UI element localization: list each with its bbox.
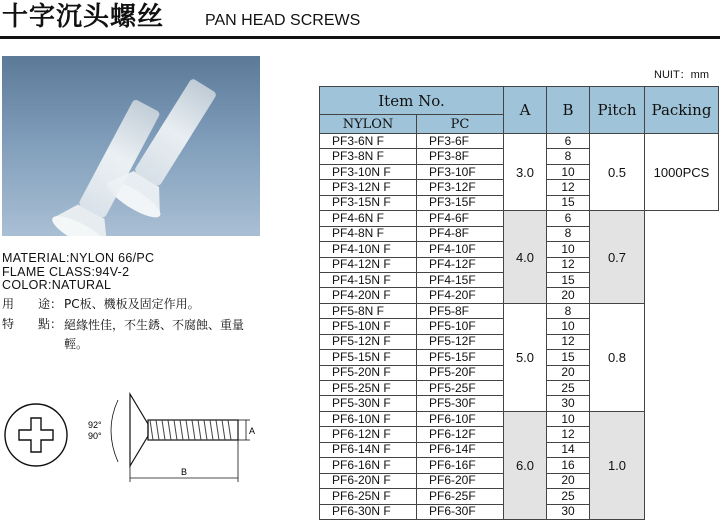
length-b-cell: 8 bbox=[547, 149, 590, 164]
nylon-code-cell: PF6-12N F bbox=[320, 427, 417, 442]
diameter-a-cell: 3.0 bbox=[504, 134, 547, 211]
product-photo bbox=[2, 56, 260, 236]
length-b-cell: 6 bbox=[547, 134, 590, 149]
dimension-a-label: A bbox=[249, 426, 256, 436]
pc-code-cell: PF4-8F bbox=[417, 226, 504, 241]
header-rule bbox=[0, 36, 720, 39]
nylon-code-cell: PF5-25N F bbox=[320, 381, 417, 396]
header-a: A bbox=[504, 87, 547, 134]
pc-code-cell: PF4-15F bbox=[417, 272, 504, 287]
pc-code-cell: PF4-20F bbox=[417, 288, 504, 303]
length-b-cell: 15 bbox=[547, 350, 590, 365]
pc-code-cell: PF6-12F bbox=[417, 427, 504, 442]
material-text: MATERIAL:NYLON 66/PC bbox=[2, 251, 155, 265]
features-line bbox=[2, 316, 268, 354]
nylon-code-cell: PF3-8N F bbox=[320, 149, 417, 164]
nylon-code-cell: PF5-20N F bbox=[320, 365, 417, 380]
nylon-code-cell: PF6-25N F bbox=[320, 489, 417, 504]
pitch-cell: 1.0 bbox=[590, 411, 645, 519]
pc-code-cell: PF3-6F bbox=[417, 134, 504, 149]
nylon-code-cell: PF4-20N F bbox=[320, 288, 417, 303]
table-row bbox=[320, 411, 719, 426]
flame-class-text: FLAME CLASS:94V-2 bbox=[2, 264, 130, 279]
angle-label-2: 90° bbox=[88, 431, 102, 441]
length-b-cell: 30 bbox=[547, 504, 590, 519]
length-b-cell: 20 bbox=[547, 473, 590, 488]
header-pc: PC bbox=[417, 115, 504, 134]
diameter-a-cell: 5.0 bbox=[504, 303, 547, 411]
color-text: COLOR:NATURAL bbox=[2, 278, 112, 292]
pc-code-cell: PF3-15F bbox=[417, 195, 504, 210]
header-pitch: Pitch bbox=[590, 87, 645, 134]
pc-code-cell: PF5-8F bbox=[417, 303, 504, 318]
nylon-code-cell: PF4-15N F bbox=[320, 272, 417, 287]
header-item-no: Item No. bbox=[320, 87, 504, 115]
header-nylon: NYLON bbox=[320, 115, 417, 134]
nylon-code-cell: PF5-15N F bbox=[320, 350, 417, 365]
pitch-cell: 0.5 bbox=[590, 134, 645, 211]
pc-code-cell: PF5-12F bbox=[417, 334, 504, 349]
nylon-code-cell: PF5-12N F bbox=[320, 334, 417, 349]
diameter-a-cell: 4.0 bbox=[504, 211, 547, 304]
nylon-code-cell: PF3-12N F bbox=[320, 180, 417, 195]
length-b-cell: 10 bbox=[547, 164, 590, 179]
pc-code-cell: PF6-10F bbox=[417, 411, 504, 426]
pc-code-cell: PF6-16F bbox=[417, 458, 504, 473]
technical-drawing bbox=[0, 378, 300, 526]
length-b-cell: 16 bbox=[547, 458, 590, 473]
pc-code-cell: PF6-14F bbox=[417, 442, 504, 457]
pc-code-cell: PF4-12F bbox=[417, 257, 504, 272]
usage-label: 用 途： bbox=[2, 297, 63, 311]
header-b: B bbox=[547, 87, 590, 134]
nylon-code-cell: PF3-15N F bbox=[320, 195, 417, 210]
length-b-cell: 12 bbox=[547, 334, 590, 349]
dimension-b-label: B bbox=[181, 467, 188, 477]
usage-text: PC板、機板及固定作用。 bbox=[64, 297, 200, 311]
angle-label-1: 92° bbox=[88, 420, 102, 430]
length-b-cell: 25 bbox=[547, 381, 590, 396]
head-top-view bbox=[5, 404, 67, 466]
pc-code-cell: PF6-20F bbox=[417, 473, 504, 488]
nylon-code-cell: PF5-30N F bbox=[320, 396, 417, 411]
packing-cell: 1000PCS bbox=[645, 134, 719, 211]
length-b-cell: 20 bbox=[547, 365, 590, 380]
length-b-cell: 30 bbox=[547, 396, 590, 411]
pc-code-cell: PF5-25F bbox=[417, 381, 504, 396]
page-title-en: PAN HEAD SCREWS bbox=[205, 12, 361, 29]
usage-line bbox=[2, 296, 272, 313]
features-text: 絕緣性佳，不生銹、不腐蝕、重量輕。 bbox=[64, 318, 245, 351]
pitch-cell: 0.8 bbox=[590, 303, 645, 411]
pitch-cell: 0.7 bbox=[590, 211, 645, 304]
features-label: 特 點： bbox=[2, 317, 63, 331]
length-b-cell: 12 bbox=[547, 427, 590, 442]
page-title-cn: 十字沉头螺丝 bbox=[2, 2, 165, 32]
nylon-code-cell: PF6-16N F bbox=[320, 458, 417, 473]
nylon-code-cell: PF4-8N F bbox=[320, 226, 417, 241]
pc-code-cell: PF3-8F bbox=[417, 149, 504, 164]
length-b-cell: 10 bbox=[547, 242, 590, 257]
specs-block bbox=[2, 252, 154, 293]
nylon-code-cell: PF5-10N F bbox=[320, 319, 417, 334]
nylon-code-cell: PF4-10N F bbox=[320, 242, 417, 257]
nylon-code-cell: PF3-10N F bbox=[320, 164, 417, 179]
nylon-code-cell: PF6-20N F bbox=[320, 473, 417, 488]
nylon-code-cell: PF3-6N F bbox=[320, 134, 417, 149]
length-b-cell: 20 bbox=[547, 288, 590, 303]
length-b-cell: 14 bbox=[547, 442, 590, 457]
length-b-cell: 8 bbox=[547, 226, 590, 241]
pc-code-cell: PF3-10F bbox=[417, 164, 504, 179]
length-b-cell: 6 bbox=[547, 211, 590, 226]
pc-code-cell: PF6-30F bbox=[417, 504, 504, 519]
diameter-a-cell: 6.0 bbox=[504, 411, 547, 519]
pc-code-cell: PF5-15F bbox=[417, 350, 504, 365]
pc-code-cell: PF3-12F bbox=[417, 180, 504, 195]
table-row bbox=[320, 134, 719, 149]
nylon-code-cell: PF4-6N F bbox=[320, 211, 417, 226]
length-b-cell: 10 bbox=[547, 411, 590, 426]
length-b-cell: 15 bbox=[547, 195, 590, 210]
length-b-cell: 25 bbox=[547, 489, 590, 504]
nylon-code-cell: PF5-8N F bbox=[320, 303, 417, 318]
pc-code-cell: PF5-30F bbox=[417, 396, 504, 411]
nylon-code-cell: PF6-30N F bbox=[320, 504, 417, 519]
pc-code-cell: PF6-25F bbox=[417, 489, 504, 504]
spec-table bbox=[319, 86, 719, 520]
pc-code-cell: PF4-10F bbox=[417, 242, 504, 257]
table-row bbox=[320, 211, 719, 226]
pc-code-cell: PF4-6F bbox=[417, 211, 504, 226]
pc-code-cell: PF5-10F bbox=[417, 319, 504, 334]
length-b-cell: 10 bbox=[547, 319, 590, 334]
nylon-code-cell: PF4-12N F bbox=[320, 257, 417, 272]
length-b-cell: 15 bbox=[547, 272, 590, 287]
length-b-cell: 8 bbox=[547, 303, 590, 318]
table-row bbox=[320, 303, 719, 318]
length-b-cell: 12 bbox=[547, 180, 590, 195]
unit-label: NUIT：mm bbox=[654, 69, 709, 81]
nylon-code-cell: PF6-10N F bbox=[320, 411, 417, 426]
header-packing: Packing bbox=[645, 87, 719, 134]
pc-code-cell: PF5-20F bbox=[417, 365, 504, 380]
length-b-cell: 12 bbox=[547, 257, 590, 272]
nylon-code-cell: PF6-14N F bbox=[320, 442, 417, 457]
